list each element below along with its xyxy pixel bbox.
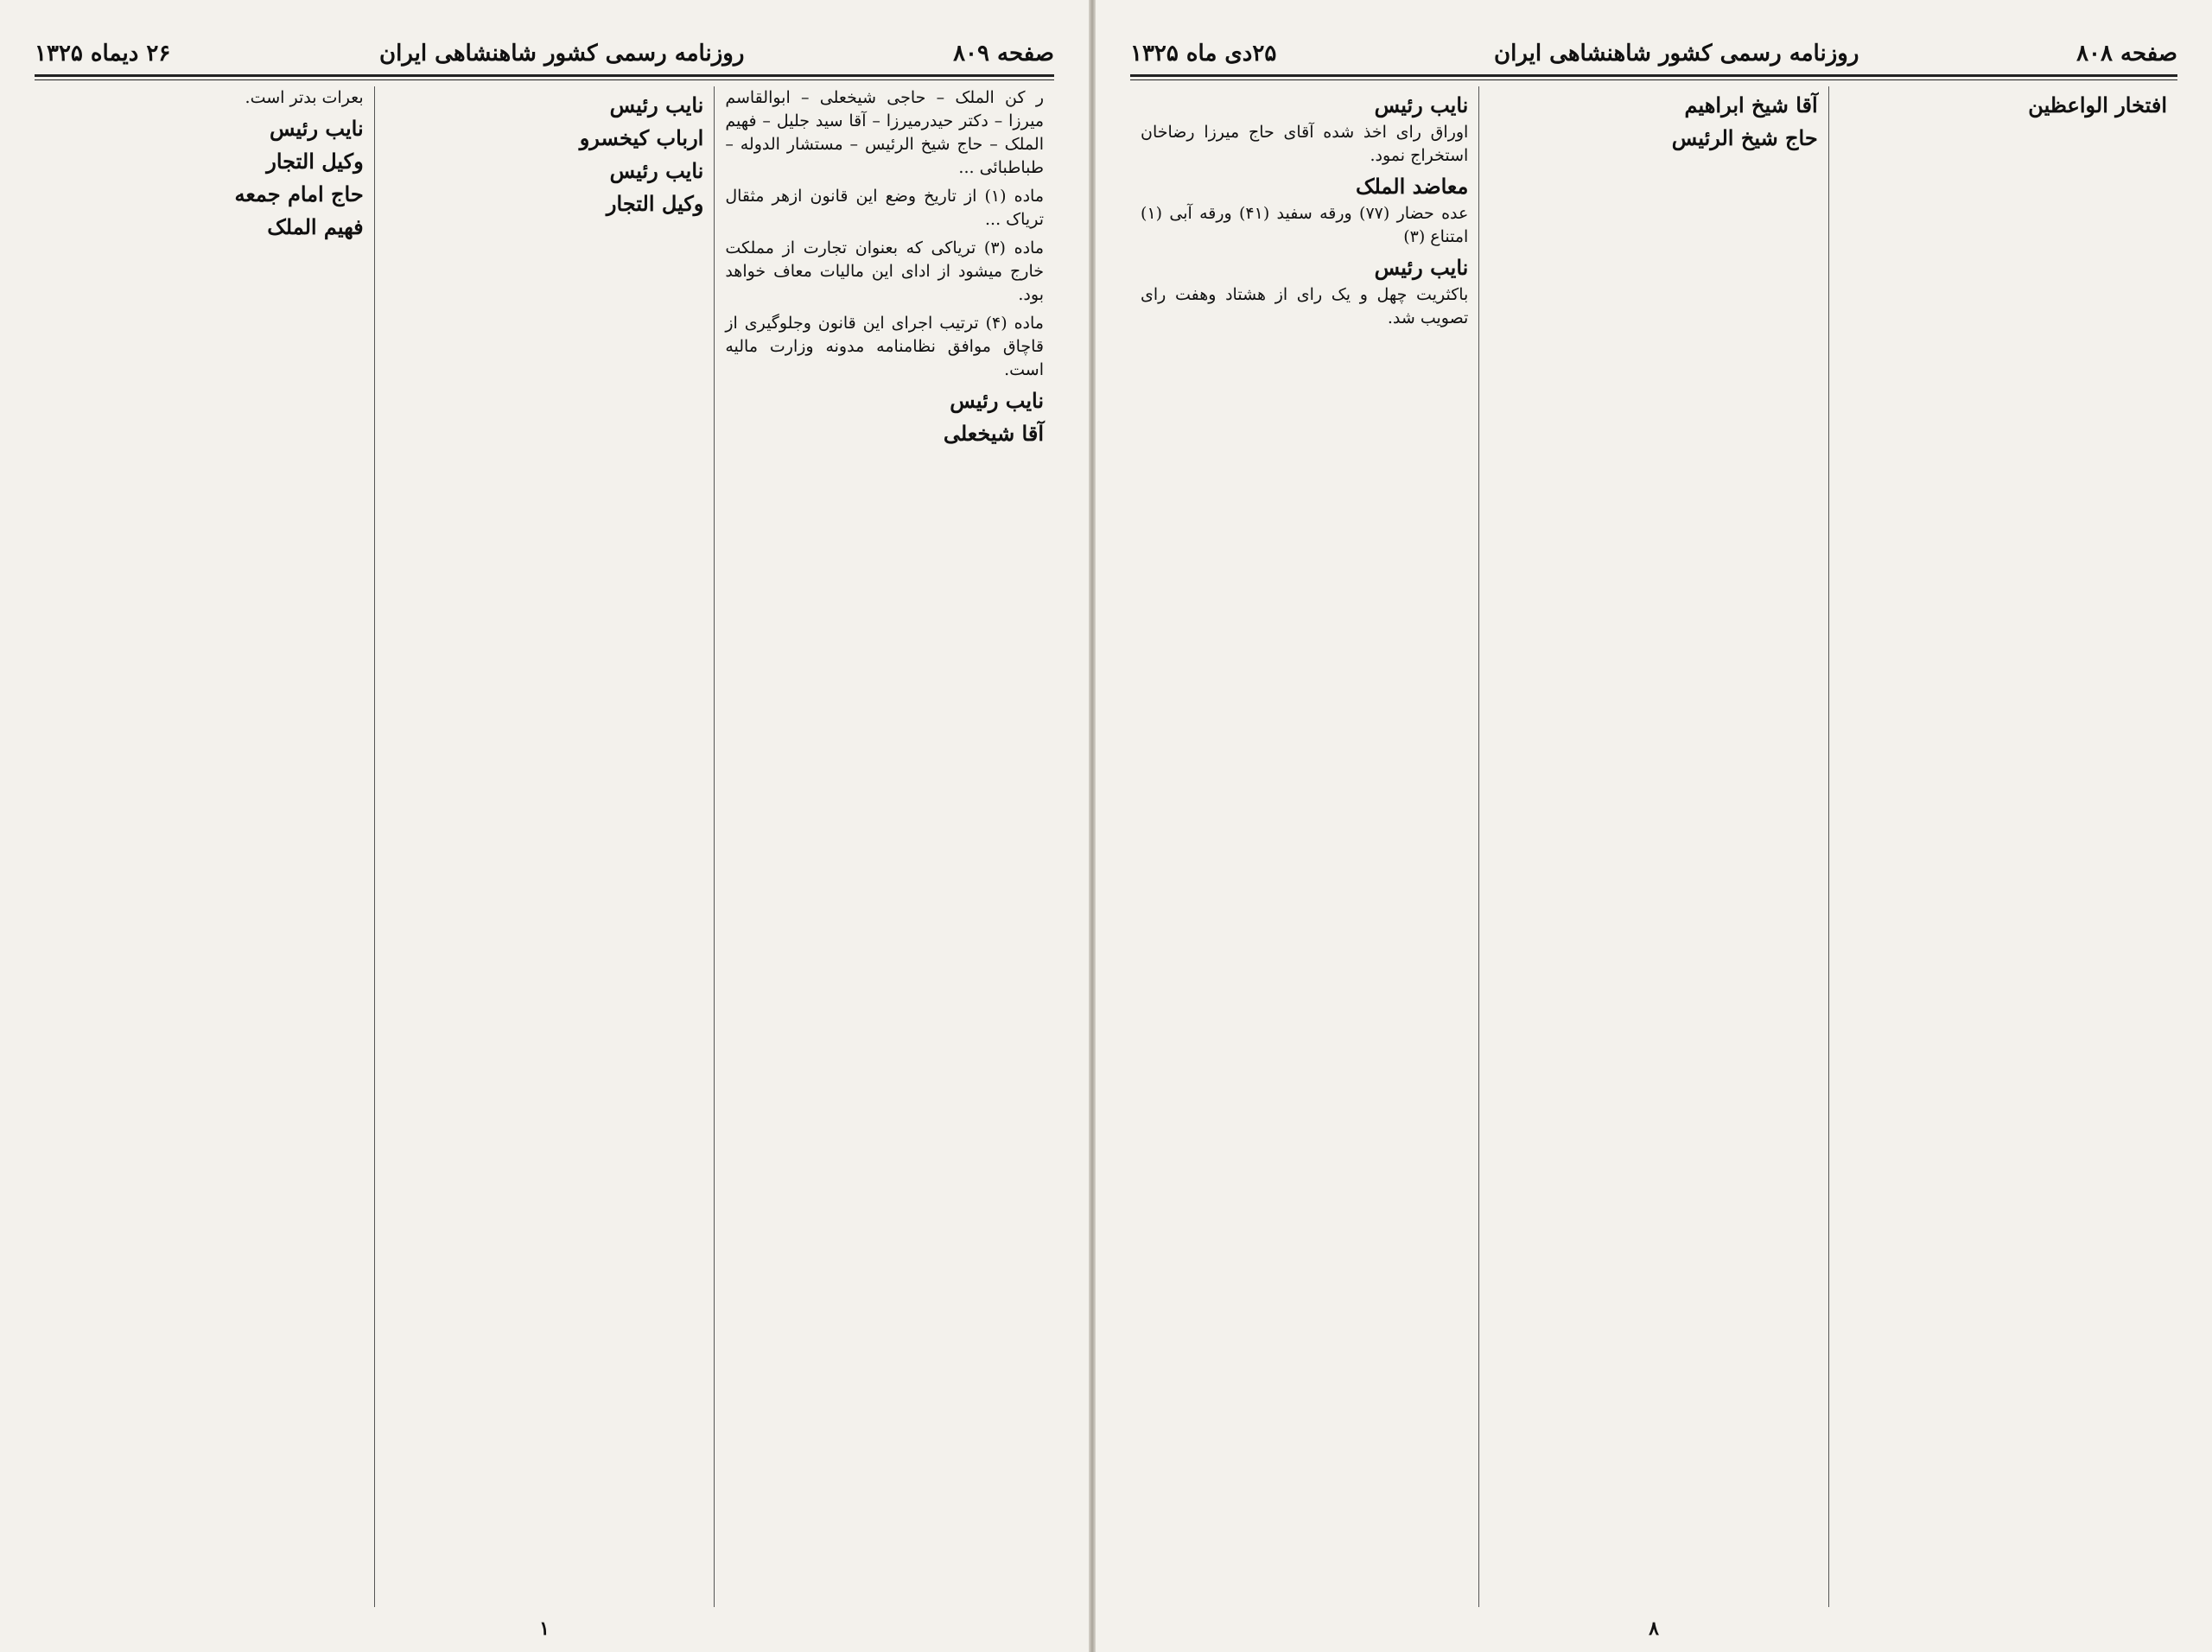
speaker-heading: معاضد الملک: [1355, 174, 1469, 199]
text-column: [1829, 86, 2177, 1607]
header-rule: [35, 74, 1054, 77]
speaker-heading: نایب رئیس: [609, 158, 704, 183]
speaker-heading: آقا شیخ ابراهیم: [1684, 92, 1818, 118]
header-rule: [1130, 79, 2177, 80]
right-page-title: روزنامه رسمی کشور شاهنشاهی ایران: [1494, 41, 1859, 67]
speaker-heading: وکیل التجار: [606, 191, 704, 216]
page-gutter: [1089, 0, 1096, 1652]
speaker-heading: حاج شیخ الرئیس: [1671, 125, 1818, 150]
speaker-heading: آقا شیخعلی: [943, 421, 1044, 446]
paragraph: ماده (۱) از تاریخ وضع این قانون ازهر مثقال تریاک ...: [725, 187, 1044, 229]
left-page-footer: ۱: [539, 1617, 550, 1640]
right-page-footer: ۸: [1649, 1617, 1659, 1640]
header-rule: [35, 79, 1054, 80]
right-page-header: [1130, 36, 2177, 71]
right-page-number: صفحه ۸۰۸: [2076, 41, 2177, 67]
text-column: [715, 86, 1054, 1607]
left-page-title: روزنامه رسمی کشور شاهنشاهی ایران: [379, 41, 745, 67]
text-column: [1130, 86, 1479, 1607]
left-page-number: صفحه ۸۰۹: [953, 41, 1054, 67]
speaker-heading: نایب رئیس: [609, 92, 704, 118]
paragraph: عده حضار (۷۷) ورقه سفید (۴۱) ورقه آبی (۱) امتناع (۳): [1141, 204, 1469, 246]
speaker-heading: نایب رئیس: [1374, 255, 1469, 280]
right-page-date: ۲۵دی ماه ۱۳۲۵: [1130, 41, 1277, 67]
left-page-header: [35, 36, 1054, 71]
left-page: [0, 0, 1089, 1652]
speaker-heading: حاج امام جمعه: [234, 181, 364, 206]
speaker-heading: فهیم الملک: [267, 214, 364, 239]
speaker-heading: ارباب کیخسرو: [579, 125, 704, 150]
speaker-heading: نایب رئیس: [1374, 92, 1469, 118]
text-column: [375, 86, 715, 1607]
left-columns: [35, 86, 1054, 1607]
paragraph: ماده (۳) تریاکی که بعنوان تجارت از مملکت خارج میشود از ادای این مالیات معاف خواهد بود.: [725, 238, 1044, 304]
paragraph: بعرات بدتر است.: [245, 88, 364, 107]
header-rule: [1130, 74, 2177, 77]
speaker-heading: نایب رئیس: [269, 116, 364, 141]
right-columns: [1130, 86, 2177, 1607]
paragraph: ماده (۴) ترتیب اجرای این قانون وجلوگیری از قاچاق موافق نظامنامه مدونه وزارت مالیه است.: [725, 314, 1044, 379]
paragraph: اوراق رای اخذ شده آقای حاج میرزا رضاخان استخراج نمود.: [1141, 123, 1469, 165]
paragraph: باکثریت چهل و یک رای از هشتاد وهفت رای تصویب شد.: [1141, 285, 1469, 327]
speaker-heading: افتخار الواعظین: [2028, 92, 2167, 118]
right-page: [1096, 0, 2212, 1652]
speaker-heading: نایب رئیس: [950, 388, 1044, 413]
paragraph: ر کن الملک – حاجی شیخعلی – ابوالقاسم میرزا – دکتر حیدرمیرزا – آقا سید جلیل – فهیم الملک – حاج شیخ الرئیس – مستشار الدوله – طباطبائی ...: [725, 88, 1044, 177]
speaker-heading: وکیل التجار: [266, 149, 364, 174]
left-page-date: ۲۶ دیماه ۱۳۲۵: [35, 41, 171, 67]
text-column: [35, 86, 375, 1607]
text-column: [1479, 86, 1828, 1607]
